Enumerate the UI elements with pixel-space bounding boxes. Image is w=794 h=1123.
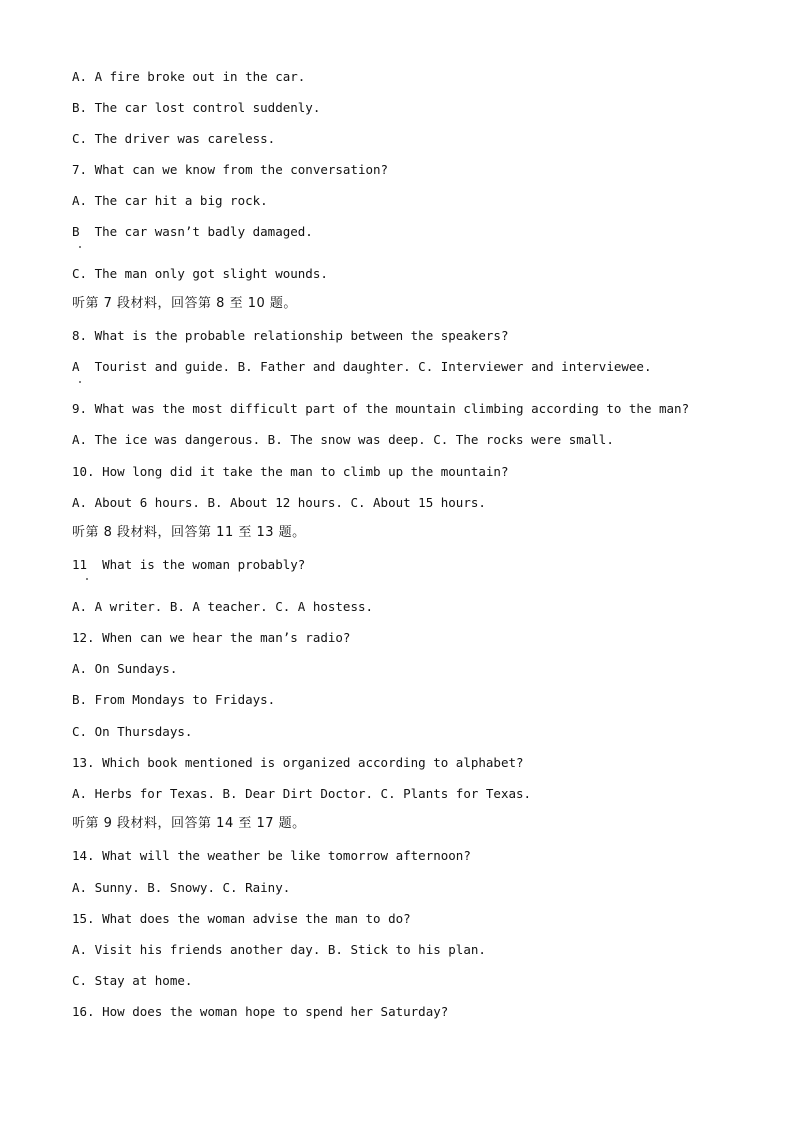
question-line: 7. What can we know from the conversation? xyxy=(72,162,389,177)
question-line: 13. Which book mentioned is organized according to alphabet? xyxy=(72,755,524,770)
option-line: A. About 6 hours. B. About 12 hours. C. About 15 hours. xyxy=(72,495,486,510)
option-line: C. On Thursdays. xyxy=(72,724,193,739)
option-line: A. The car hit a big rock. xyxy=(72,193,268,208)
option-line: B. From Mondays to Fridays. xyxy=(72,692,276,707)
section-heading: 听第 7 段材料，回答第 8 至 10 题。 xyxy=(72,296,297,311)
stray-mark xyxy=(79,246,81,248)
option-line: A. Visit his friends another day. B. Stick to his plan. xyxy=(72,942,486,957)
question-line: 14. What will the weather be like tomorrow afternoon? xyxy=(72,848,471,863)
option-line: C. Stay at home. xyxy=(72,973,193,988)
option-line: A. A fire broke out in the car. xyxy=(72,69,306,84)
option-line: B. The car lost control suddenly. xyxy=(72,100,321,115)
stray-mark xyxy=(86,578,88,580)
option-line: A. On Sundays. xyxy=(72,661,178,676)
option-line: A Tourist and guide. B. Father and daughter. C. Interviewer and interviewee. xyxy=(72,359,652,374)
question-line: 15. What does the woman advise the man to do? xyxy=(72,911,411,926)
question-line: 9. What was the most difficult part of the mountain climbing according to the man? xyxy=(72,401,690,416)
option-line: A. A writer. B. A teacher. C. A hostess. xyxy=(72,599,374,614)
question-line: 16. How does the woman hope to spend her Saturday? xyxy=(72,1004,449,1019)
section-heading: 听第 9 段材料，回答第 14 至 17 题。 xyxy=(72,816,306,831)
option-line: A. Herbs for Texas. B. Dear Dirt Doctor. C. Plants for Texas. xyxy=(72,786,532,801)
option-line: A. Sunny. B. Snowy. C. Rainy. xyxy=(72,880,291,895)
section-heading: 听第 8 段材料，回答第 11 至 13 题。 xyxy=(72,525,306,540)
question-line: 10. How long did it take the man to climb up the mountain? xyxy=(72,464,509,479)
question-line: 12. When can we hear the man’s radio? xyxy=(72,630,351,645)
stray-mark xyxy=(79,381,81,383)
question-line: 8. What is the probable relationship between the speakers? xyxy=(72,328,509,343)
question-line: 11 What is the woman probably? xyxy=(72,557,306,572)
option-line: A. The ice was dangerous. B. The snow was deep. C. The rocks were small. xyxy=(72,432,614,447)
option-line: C. The man only got slight wounds. xyxy=(72,266,328,281)
option-line: B The car wasn’t badly damaged. xyxy=(72,224,313,239)
option-line: C. The driver was careless. xyxy=(72,131,276,146)
